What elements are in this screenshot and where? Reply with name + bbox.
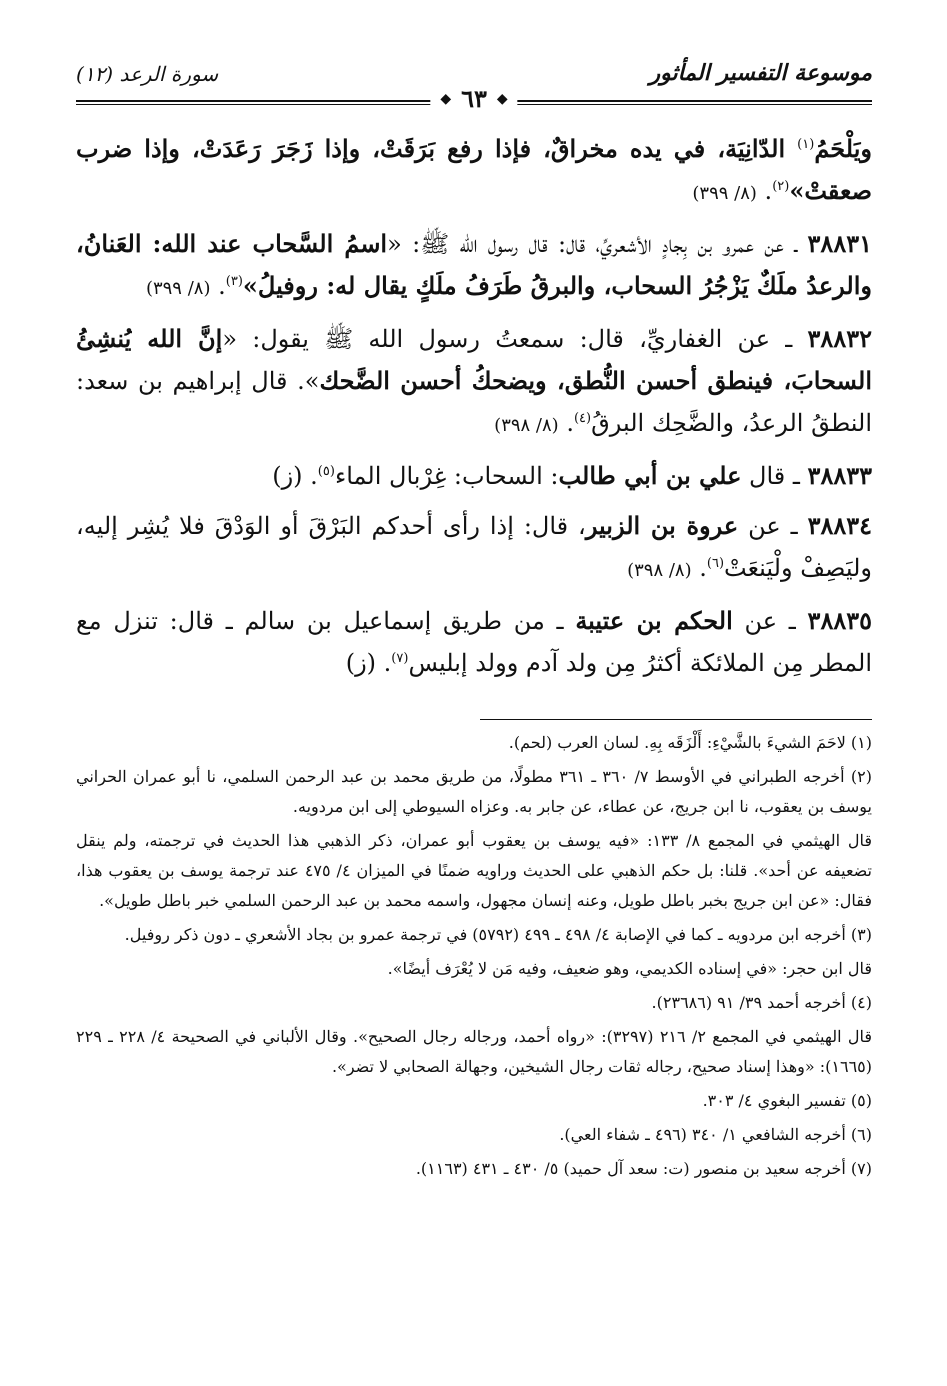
- ornament-right-icon: ◆: [496, 90, 508, 107]
- ornament-left-icon: ◆: [440, 90, 452, 107]
- entry-text: علي بن أبي طالب: [558, 461, 742, 490]
- entry-text: ٣٨٨٣٤: [807, 511, 873, 540]
- entry-text: .: [558, 409, 574, 437]
- entry-text: اسمُ السَّحاب عند الله: العَنانُ، والرعدُ ملَكٌ يَزْجُرُ السحاب، والبرقُ طَرَفُ ملَكٍ يقال له: روفيلُ»: [76, 229, 872, 300]
- footnote: (٥) تفسير البغوي ٤/ ٣٠٣.: [702, 1091, 872, 1110]
- entry-text: . (ز): [345, 649, 392, 677]
- entry-text: إنَّ الله يُنشِئُ السحابَ، فينطق أحسن النُّطق، ويضحكُ أحسن الضَّحك: [76, 324, 873, 395]
- entry-text: ـ من طريق إسماعيل بن سالم ـ قال: تنزل مع المطر مِن الملائكة أكثرُ مِن ولد آدم وولد إبليس: [76, 607, 872, 677]
- volume-page-ref: (٨/ ٣٩٩): [692, 183, 757, 204]
- surah-title: سورة الرعد (١٢): [76, 62, 219, 86]
- footnote-marker[interactable]: (٧): [391, 651, 409, 666]
- page-number-box: [430, 84, 517, 113]
- page-number: ٦٣: [461, 84, 487, 113]
- footnote: قال ابن حجر: «في إسناده الكديمي، وهو ضعيف، وفيه مَن لا يُعْرَف أيضًا».: [387, 959, 872, 978]
- footnote-marker[interactable]: (٤): [573, 411, 592, 426]
- footnote-marker[interactable]: (٥): [317, 464, 335, 479]
- entry-text: ، قال: إذا رأى أحدكم البَرْقَ أو الوَدْقَ فلا يُشِر إليه، وليَصِفْ ولْيَنعَتْ: [76, 512, 872, 582]
- volume-page-ref: (٨/ ٣٩٨): [494, 415, 559, 436]
- entry: [76, 318, 872, 447]
- footnote-marker[interactable]: (٢): [772, 179, 790, 194]
- entry-text: ويَلْحَمُ: [814, 134, 872, 163]
- footnote-marker[interactable]: (٣): [225, 274, 243, 289]
- footnote: (٣) أخرجه ابن مردويه ـ كما في الإصابة ٤/ ٤٩٨ ـ ٤٩٩ (٥٧٩٢) في ترجمة عمرو بن بجاد الأشعري ـ دون ذكر روفيل.: [124, 925, 872, 944]
- footnote: (١) لاحَمَ الشيءَ بالشَّيْءِ: أَلْزَقَه بِهِ. لسان العرب (لحم).: [508, 733, 872, 752]
- footnote: (٢) أخرجه الطبراني في الأوسط ٧/ ٣٦٠ ـ ٣٦١ مطولًا، من طريق محمد بن عبد الرحمن السلمي، نا أبو عمران الحراني يوسف بن يعقوب، نا ابن جريج، عن عطاء، عن جابر به. وعزاه السيوطي إلى ابن مردويه.: [76, 767, 873, 816]
- footnote: قال الهيثمي في المجمع ٢/ ٢١٦ (٣٢٩٧): «رواه أحمد، ورجاله رجال الصحيح». وقال الألباني في الصحيحة ٤/ ٢٢٨ ـ ٢٢٩ (١٦٦٥): «وهذا إسناد صحيح، رجاله ثقات رجال الشيخين، وجهالة الصحابي لا تضر».: [76, 1027, 872, 1076]
- entry: [76, 128, 872, 215]
- volume-page-ref: (٨/ ٣٩٨): [627, 560, 692, 581]
- entry-text: ـ عن: [738, 512, 808, 540]
- entry-text: : السحاب: غِرْبال الماء: [334, 462, 559, 490]
- footnotes: [76, 728, 872, 1188]
- entry: [76, 505, 872, 592]
- entry-text: ـ قال: [741, 462, 808, 490]
- entry-text: ٣٨٨٣١: [807, 229, 872, 258]
- footnote: قال الهيثمي في المجمع ٨/ ١٣٣: «فيه يوسف بن يعقوب أبو عمران، ذكر الذهبي هذا الحديث في ترجمته، ولم ينقل تضعيفه عن أحد». قلنا: بل حكم الذهبي على الحديث وراويه ضمنًا في الميزان ٤/ ٤٧٥ عند ترجمة يوسف بن يعقوب هذا، فقال: «عن ابن جريج بخبر باطل طويل، وعنه إنسان مجهول، واسمه محمد بن عبد الرحمن السلمي خبر باطل طويل».: [76, 831, 872, 910]
- entry: [76, 223, 872, 310]
- entry: [76, 455, 872, 497]
- entry-text: الحكم بن عتيبة: [575, 606, 733, 635]
- entry: [76, 600, 872, 684]
- footnote: (٤) أخرجه أحمد ٣٩/ ٩١ (٢٣٦٨٦).: [651, 993, 872, 1012]
- entry-text: ـ عن عمرو بن بِجادٍ الأشعريِّ، قال: قال رسول الله ﷺ: «: [387, 230, 808, 258]
- entry-text: .: [210, 272, 226, 300]
- entry-text: ـ عن الغفاريِّ، قال: سمعتُ رسول الله ﷺ يقول: «: [222, 325, 808, 353]
- footnote: (٧) أخرجه سعيد بن منصور (ت: سعد آل حميد) ٥/ ٤٣٠ ـ ٤٣١ (١١٦٣).: [415, 1159, 872, 1178]
- main-text: [76, 128, 872, 692]
- entry-text: عروة بن الزبير: [585, 511, 739, 540]
- entry-text: . (ز): [272, 462, 318, 490]
- entry-text: ٣٨٨٣٥: [807, 606, 872, 635]
- book-title: موسوعة التفسير المأثور: [649, 60, 872, 86]
- entry-text: ـ عن: [732, 607, 808, 635]
- entry-text: .: [691, 554, 707, 582]
- volume-page-ref: (٨/ ٣٩٩): [145, 278, 211, 299]
- footnote-marker[interactable]: (٦): [706, 556, 725, 571]
- footnote: (٦) أخرجه الشافعي ١/ ٣٤٠ (٤٩٦ ـ شفاء العي).: [559, 1125, 872, 1144]
- page-header: [76, 56, 872, 116]
- entry-text: .: [756, 177, 773, 205]
- entry-text: الدّانِيَة، في يده مخراقٌ، فإذا رفع بَرَقَتْ، وإذا زَجَرَ رَعَدَتْ، وإذا ضرب صعقتْ»: [76, 134, 872, 205]
- entry-text: ٣٨٨٣٢: [807, 324, 872, 353]
- entry-text: ». قال إبراهيم بن سعد: النطقُ الرعدُ، والضَّحِك البرقُ: [76, 367, 872, 437]
- entry-text: ٣٨٨٣٣: [807, 461, 872, 490]
- footnote-marker[interactable]: (١): [797, 137, 815, 152]
- footnote-separator: [480, 719, 872, 720]
